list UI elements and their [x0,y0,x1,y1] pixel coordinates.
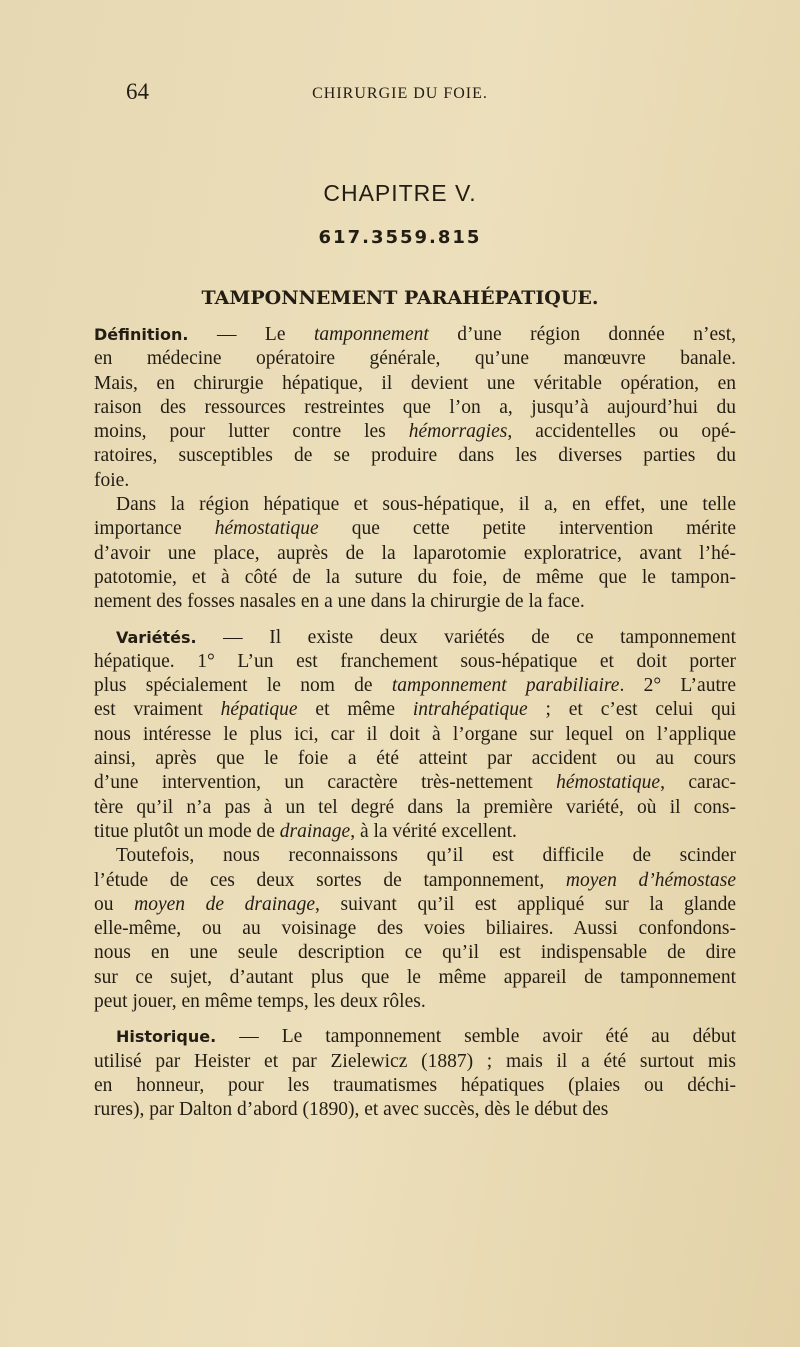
italic-term: tamponnement [313,324,429,345]
text-span: nous en une seule description ce qu’il est indispensable de dire [94,942,736,964]
text-span: plus spécialement le nom de [94,675,392,697]
text-span: nous intéresse le plus ici, car il doit à l’organe sur lequel on l’applique [94,723,736,745]
italic-term: moyen d’hémostase [565,869,736,891]
text-span: sur ce sujet, d’autant plus que le même appareil de tamponnement [94,966,736,988]
text-span: tère qu’il n’a pas à un tel degré dans la première variété, où il cons- [94,796,736,818]
italic-term: hépatique [220,699,298,721]
text-line [94,747,736,771]
running-title: CHIRURGIE DU FOIE. [312,85,488,102]
text-span: elle-même, ou au voisinage des voies biliaires. Aussi confondons- [94,918,736,940]
run-in-heading: Définition. [94,325,189,344]
text-span: rures), par Dalton d’abord (1890), et avec succès, dès le début des [94,1099,609,1121]
text-line [94,444,736,468]
text-line [94,1025,736,1049]
text-span: — Le tamponnement semble avoir été au début [216,1026,736,1048]
text-line [94,917,736,941]
text-line [94,990,736,1014]
run-in-heading: Variétés. [116,627,197,647]
text-span: que cette petite intervention mérite [318,518,736,540]
text-line [94,1074,736,1098]
paragraph [94,323,736,493]
text-line [94,674,736,698]
text-span: l’étude de ces deux sortes de tamponnement, [94,869,566,891]
text-line [94,517,736,541]
paragraph [94,626,736,845]
text-span: , carac- [660,772,737,794]
text-line [94,323,736,347]
text-span: peut jouer, en même temps, les deux rôles. [94,991,426,1013]
run-in-heading: Historique. [116,1027,217,1047]
text-span: ou [94,893,135,915]
text-span: hépatique. 1° L’un est franchement sous-hépatique et doit porter [94,650,736,672]
section-title: TAMPONNEMENT PARAHÉPATIQUE. [201,287,599,309]
text-line [94,893,736,917]
text-span: et même [297,699,413,721]
text-span: ainsi, après que le foie a été atteint par accident ou au cours [94,748,736,770]
text-line [94,1098,736,1122]
text-line [94,771,736,795]
italic-term: moyen de drainage [134,893,316,915]
text-span: ; et c’est celui qui [527,699,737,721]
text-span: — Il existe deux variétés de ce tamponnement [196,626,736,648]
text-line [94,372,736,396]
text-span: utilisé par Heister et par Zielewicz (1887) ; mais il a été surtout mis [94,1050,736,1072]
text-line [94,796,736,820]
text-span: importance [94,518,215,540]
text-span: Dans la région hépatique et sous-hépatique, il a, en effet, une telle [116,494,736,516]
text-span: en médecine opératoire générale, qu’une manœuvre banale. [94,348,736,370]
text-line [94,698,736,722]
text-span: foie. [94,469,130,491]
text-span: d’avoir une place, auprès de la laparotomie exploratrice, avant l’hé- [94,542,736,564]
text-span: titue plutôt un mode de [94,820,280,842]
text-span: moins, pour lutter contre les [94,421,409,443]
italic-term: drainage [279,820,351,842]
text-line [94,966,736,990]
italic-term: tamponnement parabiliaire [391,675,620,697]
text-line [94,844,736,868]
page-number: 64 [126,79,149,104]
text-line [94,626,736,650]
italic-term: intrahépatique [412,699,528,721]
text-span: Toutefois, nous reconnaissons qu’il est difficile de scinder [116,845,736,867]
text-span: patotomie, et à côté de la suture du foie, de même que le tampon- [94,566,736,588]
paragraph [94,844,736,1014]
text-span: d’une intervention, un caractère très-nettement [94,772,557,794]
text-span: raison des ressources restreintes que l’on a, jusqu’à aujourd’hui du [94,396,736,418]
text-span: Mais, en chirurgie hépatique, il devient une véritable opération, en [94,372,736,394]
italic-term: hémostatique [556,772,661,794]
text-line [94,1050,736,1074]
text-span: d’une région donnée n’est, [428,324,736,345]
classification-number: 617.3559.815 [318,227,482,248]
text-line [94,420,736,444]
text-span: en honneur, pour les traumatismes hépatiques (plaies ou déchi- [94,1074,736,1096]
text-span: , à la vérité excellent. [350,820,517,842]
body-text [94,323,736,1123]
text-span: est vraiment [94,699,221,721]
paragraph [94,493,736,614]
paragraph [94,1025,736,1122]
text-line [94,590,736,614]
text-span: . 2° L’autre [619,675,737,697]
text-line [94,941,736,965]
italic-term: hémorragies [408,421,508,443]
text-line [94,723,736,747]
text-line [94,650,736,674]
text-span: — Le [188,324,314,345]
text-line [94,566,736,590]
text-span: ratoires, susceptibles de se produire dans les diverses parties du [94,445,736,467]
italic-term: hémostatique [214,518,319,540]
text-line [94,469,736,493]
text-span: , accidentelles ou opé- [507,421,736,443]
text-span: nement des fosses nasales en a une dans la chirurgie de la face. [94,591,585,613]
text-line [94,396,736,420]
text-line [94,493,736,517]
text-line [94,542,736,566]
text-span: , suivant qu’il est appliqué sur la glande [315,893,736,915]
text-line [94,820,736,844]
text-line [94,869,736,893]
text-line [94,347,736,371]
chapter-heading: CHAPITRE V. [323,180,477,206]
